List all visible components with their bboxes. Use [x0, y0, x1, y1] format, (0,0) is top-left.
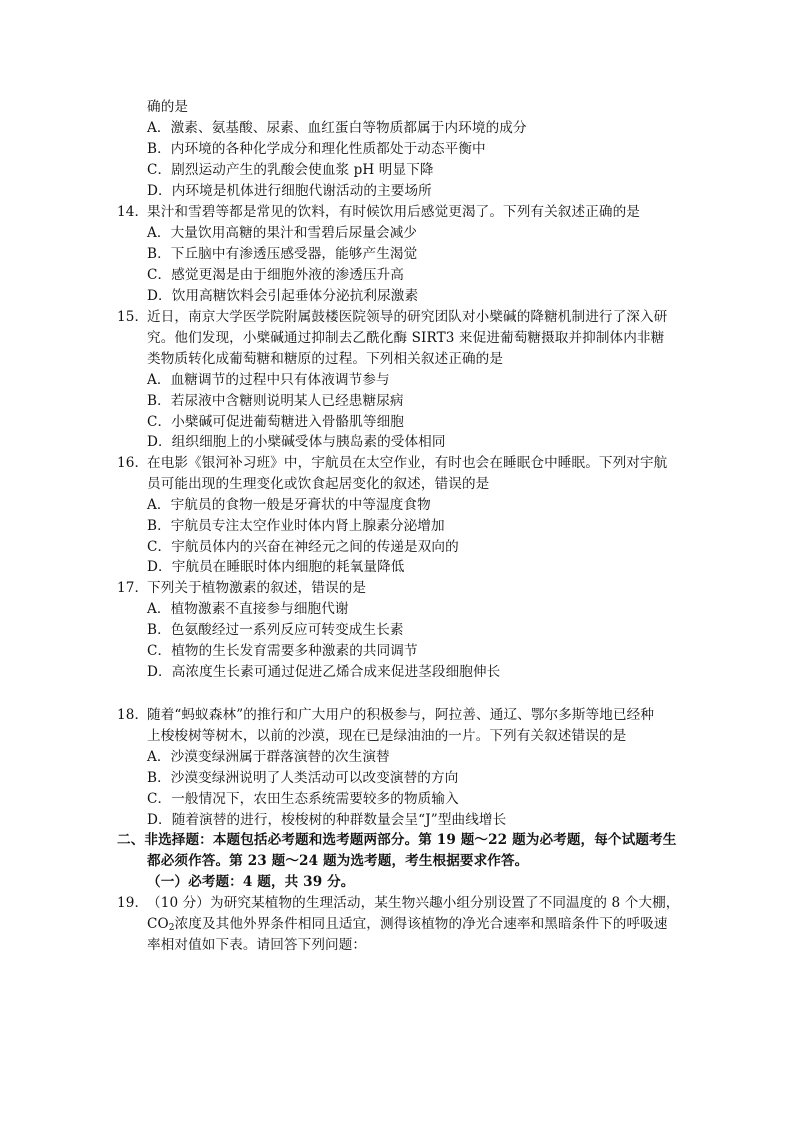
q15-number: 15．: [117, 309, 149, 325]
section-2-subheading: （一）必考题：4 题，共 39 分。: [147, 874, 355, 890]
q13-stem-tail: 确的是: [147, 99, 189, 115]
q16-number: 16．: [117, 455, 149, 471]
q18-number: 18．: [117, 707, 149, 723]
exam-page: 确的是 A．激素、氨基酸、尿素、血红蛋白等物质都属于内环境的成分 B．内环境的各种化学成分和理化性质都处于动态平衡中 C．剧烈运动产生的乳酸会使血浆 pH 明显下降 D．内环境是机体进行细胞代谢活动的主要场所 14． 果汁和雪碧等都是常见的饮料，有时候饮用后感觉更渴了。下列有关叙述正确的是 A．大量饮用高糖的果汁和雪碧后尿量会减少 B．下丘脑中有渗透压感受器，能够产生渴觉 C．感觉更渴是由于细胞外液的渗透压升高 D．饮用高糖饮料会引起垂体分泌抗利尿激素 15． 近日，南京大学医学院附属鼓楼医院领导的研究团队对小檗碱的降糖机制进行了深入研 究。他们发现，小檗碱通过抑制去乙酰化酶 SIRT3 来促进葡萄糖摄取并抑制体内非糖 类物质转化成葡萄糖和糖原的过程。下列相关叙述正确的是 A．血糖调节的过程中只有体液调节参与 B．若尿液中含糖则说明某人已经患糖尿病 C．小檗碱可促进葡萄糖进入骨骼肌等细胞 D．组织细胞上的小檗碱受体与胰岛素的受体相同 16． 在电影《银河补习班》中，宇航员在太空作业，有时也会在睡眠仓中睡眠。下列对宇航 员可能出现的生理变化或饮食起居变化的叙述，错误的是 A．宇航员的食物一般是牙膏状的中等湿度食物 B．宇航员专注太空作业时体内肾上腺素分泌增加 C．宇航员体内的兴奋在神经元之间的传递是双向的 D．宇航员在睡眠时体内细胞的耗氧量降低 17． 下列关于植物激素的叙述，错误的是 A．植物激素不直接参与细胞代谢 B．色氨酸经过一系列反应可转变成生长素 C．植物的生长发育需要多种激素的共同调节 D．高浓度生长素可通过促进乙烯合成来促进茎段细胞伸长 18． 随着“蚂蚁森林”的推行和广大用户的积极参与，阿拉善、通辽、鄂尔多斯等地已经种 上梭梭树等树木，以前的沙漠，现在已是绿油油的一片。下列有关叙述错误的是 A．沙漠变绿洲属于群落演替的次生演替 B．沙漠变绿洲说明了人类活动可以改变演替的方向 C．一般情况下，农田生态系统需要较多的物质输入 D．随着演替的进行，梭梭树的种群数量会呈“J”型曲线增长 二、非选择题：本题包括必考题和选考题两部分。第 19 题～22 题为必考题，每个试题考生 都必须作答。第 23 题～24 题为选考题，考生根据要求作答。 （一）必考题：4 题，共 39 分。 19． （10 分）为研究某植物的生理活动，某生物兴趣小组分别设置了不同温度的 8 个大棚， $CO_2$浓度及其他外界条件相同且适宜，测得该植物的净光合速率和黑暗条件下的呼吸速 率相对值如下表。请回答下列问题：: [117, 99, 680, 953]
q14-stem: 果汁和雪碧等都是常见的饮料，有时候饮用后感觉更渴了。下列有关叙述正确的是: [147, 204, 640, 220]
q17-number: 17．: [117, 580, 149, 596]
q19-number: 19．: [117, 895, 149, 911]
section-2-heading: 二、非选择题：本题包括必考题和选考题两部分。第 19 题～22 题为必考题，每个试题考生: [117, 832, 677, 848]
q14-number: 14．: [117, 204, 149, 220]
